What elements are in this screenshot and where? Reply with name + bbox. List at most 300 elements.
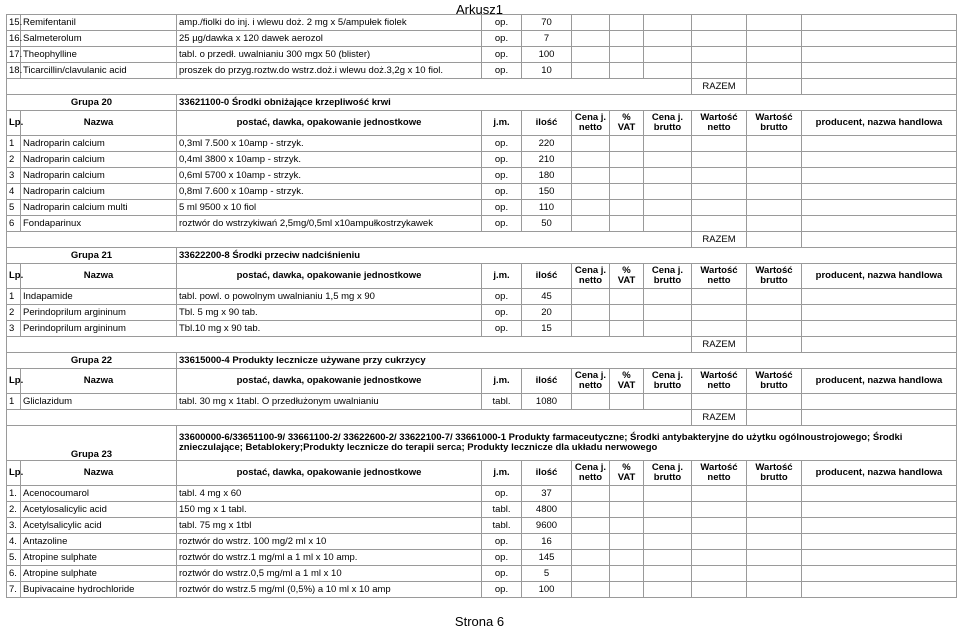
cell-wartosc-brutto[interactable] (747, 534, 802, 550)
cell-wartosc-netto[interactable] (692, 31, 747, 47)
cell-producent[interactable] (802, 152, 957, 168)
cell-cena-netto[interactable] (572, 184, 610, 200)
razem-netto-value[interactable] (747, 337, 802, 353)
cell-cena-netto[interactable] (572, 394, 610, 410)
cell-ilosc[interactable]: 150 (522, 184, 572, 200)
cell-postac[interactable]: Tbl.10 mg x 90 tab. (177, 321, 482, 337)
cell-wartosc-netto[interactable] (692, 486, 747, 502)
header-lp[interactable]: Lp. (7, 111, 21, 136)
cell-wartosc-brutto[interactable] (747, 518, 802, 534)
cell-ilosc[interactable]: 220 (522, 136, 572, 152)
cell-cena-netto[interactable] (572, 486, 610, 502)
cell-wartosc-netto[interactable] (692, 47, 747, 63)
group-label[interactable]: Grupa 23 (7, 426, 177, 461)
cell-nazwa[interactable]: Antazoline (21, 534, 177, 550)
cell-jm[interactable]: op. (482, 321, 522, 337)
header-ilosc[interactable]: ilość (522, 461, 572, 486)
cell-nazwa[interactable]: Atropine sulphate (21, 566, 177, 582)
cell-nazwa[interactable]: Indapamide (21, 289, 177, 305)
cell-vat[interactable] (610, 394, 644, 410)
cell-ilosc[interactable]: 45 (522, 289, 572, 305)
header-cena-netto[interactable] (572, 369, 610, 394)
cell-producent[interactable] (802, 534, 957, 550)
cell-postac[interactable]: Tbl. 5 mg x 90 tab. (177, 305, 482, 321)
cell-postac[interactable]: tabl. 75 mg x 1tbl (177, 518, 482, 534)
cell-cena-netto[interactable] (572, 289, 610, 305)
cell-wartosc-netto[interactable] (692, 502, 747, 518)
cell-jm[interactable]: op. (482, 582, 522, 598)
cell-cena-netto[interactable] (572, 136, 610, 152)
cell-nazwa[interactable]: Acetylsalicylic acid (21, 518, 177, 534)
spacer-cell[interactable] (7, 410, 692, 426)
razem-label[interactable]: RAZEM (692, 232, 747, 248)
cell-cena-netto[interactable] (572, 63, 610, 79)
cell-vat[interactable] (610, 136, 644, 152)
cell-nazwa[interactable]: Nadroparin calcium (21, 168, 177, 184)
cell-producent[interactable] (802, 168, 957, 184)
cell-wartosc-brutto[interactable] (747, 152, 802, 168)
header-nazwa[interactable]: Nazwa (21, 264, 177, 289)
cell-ilosc[interactable]: 180 (522, 168, 572, 184)
cell-postac[interactable]: proszek do przyg.roztw.do wstrz.doż.i wlewu doż.3,2g x 10 fiol. (177, 63, 482, 79)
header-postac[interactable]: postać, dawka, opakowanie jednostkowe (177, 264, 482, 289)
cell-lp[interactable]: 4 (7, 184, 21, 200)
header-wartosc-brutto[interactable] (747, 111, 802, 136)
cell-jm[interactable]: op. (482, 200, 522, 216)
cell-vat[interactable] (610, 502, 644, 518)
cell-ilosc[interactable]: 145 (522, 550, 572, 566)
cell-producent[interactable] (802, 31, 957, 47)
cell-vat[interactable] (610, 534, 644, 550)
cell-vat[interactable] (610, 486, 644, 502)
cell-wartosc-netto[interactable] (692, 289, 747, 305)
cell-postac[interactable]: tabl. o przedł. uwalnianiu 300 mgx 50 (blister) (177, 47, 482, 63)
cell-cena-brutto[interactable] (644, 582, 692, 598)
cell-lp[interactable]: 1 (7, 394, 21, 410)
group-label[interactable]: Grupa 20 (7, 95, 177, 111)
cell-cena-brutto[interactable] (644, 394, 692, 410)
cell-producent[interactable] (802, 502, 957, 518)
header-wartosc-brutto[interactable] (747, 461, 802, 486)
cell-cena-brutto[interactable] (644, 47, 692, 63)
cell-ilosc[interactable]: 4800 (522, 502, 572, 518)
cell-vat[interactable] (610, 184, 644, 200)
cell-cena-netto[interactable] (572, 534, 610, 550)
cell-nazwa[interactable]: Gliclazidum (21, 394, 177, 410)
cell-producent[interactable] (802, 486, 957, 502)
cell-jm[interactable]: op. (482, 566, 522, 582)
cell-nazwa[interactable]: Nadroparin calcium (21, 152, 177, 168)
group-cpv-code[interactable]: 33600000-6/33651100-9/ 33661100-2/ 33622600-2/ 33622100-7/ 33661000-1 Produkty farmaceutyczne; Środki antybakteryjne do użytku ogólnoustrojowego; Środki znieczulające; Betablokery;Produkty lecznicze do terapii serca; Produkty lecznicze dla układu nerwowego (177, 426, 957, 461)
cell-ilosc[interactable]: 110 (522, 200, 572, 216)
cell-nazwa[interactable]: Acetylosalicylic acid (21, 502, 177, 518)
cell-nazwa[interactable]: Fondaparinux (21, 216, 177, 232)
cell-cena-brutto[interactable] (644, 200, 692, 216)
cell-cena-netto[interactable] (572, 15, 610, 31)
spacer-cell[interactable] (7, 79, 692, 95)
cell-producent[interactable] (802, 394, 957, 410)
header-jm[interactable]: j.m. (482, 264, 522, 289)
cell-ilosc[interactable]: 1080 (522, 394, 572, 410)
cell-ilosc[interactable]: 210 (522, 152, 572, 168)
header-postac[interactable]: postać, dawka, opakowanie jednostkowe (177, 111, 482, 136)
cell-vat[interactable] (610, 518, 644, 534)
cell-postac[interactable]: 25 µg/dawka x 120 dawek aerozol (177, 31, 482, 47)
header-wartosc-brutto[interactable] (747, 264, 802, 289)
header-postac[interactable]: postać, dawka, opakowanie jednostkowe (177, 369, 482, 394)
header-cena-brutto[interactable] (644, 264, 692, 289)
cell-cena-brutto[interactable] (644, 15, 692, 31)
cell-lp[interactable]: 18. (7, 63, 21, 79)
cell-postac[interactable]: roztwór do wstrz.0,5 mg/ml a 1 ml x 10 (177, 566, 482, 582)
header-jm[interactable]: j.m. (482, 461, 522, 486)
header-cena-netto[interactable] (572, 111, 610, 136)
cell-wartosc-brutto[interactable] (747, 168, 802, 184)
cell-wartosc-netto[interactable] (692, 152, 747, 168)
cell-ilosc[interactable]: 50 (522, 216, 572, 232)
cell-nazwa[interactable]: Bupivacaine hydrochloride (21, 582, 177, 598)
cell-nazwa[interactable]: Salmeterolum (21, 31, 177, 47)
header-jm[interactable]: j.m. (482, 369, 522, 394)
cell-producent[interactable] (802, 289, 957, 305)
cell-jm[interactable]: op. (482, 184, 522, 200)
cell-cena-netto[interactable] (572, 152, 610, 168)
cell-wartosc-brutto[interactable] (747, 216, 802, 232)
header-cena-brutto[interactable] (644, 461, 692, 486)
cell-wartosc-brutto[interactable] (747, 321, 802, 337)
cell-vat[interactable] (610, 566, 644, 582)
header-producent[interactable]: producent, nazwa handlowa (802, 264, 957, 289)
cell-cena-brutto[interactable] (644, 168, 692, 184)
cell-ilosc[interactable]: 70 (522, 15, 572, 31)
header-ilosc[interactable]: ilość (522, 264, 572, 289)
cell-cena-netto[interactable] (572, 566, 610, 582)
cell-lp[interactable]: 3 (7, 168, 21, 184)
cell-cena-netto[interactable] (572, 502, 610, 518)
cell-cena-netto[interactable] (572, 550, 610, 566)
cell-jm[interactable]: op. (482, 63, 522, 79)
cell-jm[interactable]: op. (482, 47, 522, 63)
cell-cena-netto[interactable] (572, 305, 610, 321)
cell-wartosc-netto[interactable] (692, 305, 747, 321)
cell-lp[interactable]: 4. (7, 534, 21, 550)
header-nazwa[interactable]: Nazwa (21, 461, 177, 486)
cell-ilosc[interactable]: 100 (522, 47, 572, 63)
header-lp[interactable]: Lp. (7, 264, 21, 289)
header-lp[interactable]: Lp. (7, 369, 21, 394)
cell-wartosc-brutto[interactable] (747, 200, 802, 216)
cell-nazwa[interactable]: Nadroparin calcium (21, 184, 177, 200)
header-ilosc[interactable]: ilość (522, 369, 572, 394)
header-wartosc-netto[interactable] (692, 369, 747, 394)
group-cpv-code[interactable]: 33621100-0 Środki obniżające krzepliwość krwi (177, 95, 957, 111)
cell-cena-brutto[interactable] (644, 534, 692, 550)
cell-cena-brutto[interactable] (644, 31, 692, 47)
cell-lp[interactable]: 1. (7, 486, 21, 502)
cell-cena-netto[interactable] (572, 200, 610, 216)
group-cpv-code[interactable]: 33615000-4 Produkty lecznicze używane przy cukrzycy (177, 353, 957, 369)
header-cena-netto[interactable] (572, 461, 610, 486)
cell-cena-brutto[interactable] (644, 502, 692, 518)
cell-lp[interactable]: 15. (7, 15, 21, 31)
header-producent[interactable]: producent, nazwa handlowa (802, 461, 957, 486)
cell-wartosc-brutto[interactable] (747, 305, 802, 321)
cell-producent[interactable] (802, 200, 957, 216)
cell-wartosc-brutto[interactable] (747, 550, 802, 566)
cell-postac[interactable]: tabl. 4 mg x 60 (177, 486, 482, 502)
cell-wartosc-brutto[interactable] (747, 502, 802, 518)
cell-jm[interactable]: op. (482, 534, 522, 550)
cell-wartosc-brutto[interactable] (747, 582, 802, 598)
group-label[interactable]: Grupa 22 (7, 353, 177, 369)
cell-wartosc-brutto[interactable] (747, 394, 802, 410)
cell-cena-netto[interactable] (572, 321, 610, 337)
razem-netto-value[interactable] (747, 410, 802, 426)
cell-lp[interactable]: 2 (7, 305, 21, 321)
header-producent[interactable]: producent, nazwa handlowa (802, 369, 957, 394)
cell-jm[interactable]: tabl. (482, 394, 522, 410)
cell-producent[interactable] (802, 582, 957, 598)
razem-netto-value[interactable] (747, 79, 802, 95)
column-header-row (7, 369, 957, 394)
cell-postac[interactable]: 0,3ml 7.500 x 10amp - strzyk. (177, 136, 482, 152)
cell-ilosc[interactable]: 20 (522, 305, 572, 321)
cell-nazwa[interactable]: Perindoprilum argininum (21, 305, 177, 321)
spacer-cell[interactable] (7, 337, 692, 353)
cell-vat[interactable] (610, 305, 644, 321)
cell-postac[interactable]: roztwór do wstrzykiwań 2,5mg/0,5ml x10ampułkostrzykawek (177, 216, 482, 232)
cell-lp[interactable]: 6 (7, 216, 21, 232)
cell-wartosc-brutto[interactable] (747, 63, 802, 79)
cell-nazwa[interactable]: Nadroparin calcium (21, 136, 177, 152)
cell-postac[interactable]: amp./fiolki do inj. i wlewu doż. 2 mg x 5/ampułek fiolek (177, 15, 482, 31)
cell-ilosc[interactable]: 5 (522, 566, 572, 582)
cell-wartosc-brutto[interactable] (747, 486, 802, 502)
cell-postac[interactable]: tabl. powl. o powolnym uwalnianiu 1,5 mg x 90 (177, 289, 482, 305)
cell-postac[interactable]: tabl. 30 mg x 1tabl. O przedłużonym uwalnianiu (177, 394, 482, 410)
cell-lp[interactable]: 3 (7, 321, 21, 337)
cell-jm[interactable]: op. (482, 305, 522, 321)
cell-ilosc[interactable]: 16 (522, 534, 572, 550)
cell-producent[interactable] (802, 305, 957, 321)
cell-wartosc-brutto[interactable] (747, 47, 802, 63)
cell-producent[interactable] (802, 47, 957, 63)
cell-wartosc-netto[interactable] (692, 168, 747, 184)
cell-jm[interactable]: tabl. (482, 518, 522, 534)
cell-cena-brutto[interactable] (644, 184, 692, 200)
cell-producent[interactable] (802, 550, 957, 566)
cell-nazwa[interactable]: Acenocoumarol (21, 486, 177, 502)
cell-wartosc-netto[interactable] (692, 321, 747, 337)
cell-producent[interactable] (802, 184, 957, 200)
header-nazwa[interactable]: Nazwa (21, 369, 177, 394)
group-label[interactable]: Grupa 21 (7, 248, 177, 264)
cell-nazwa[interactable]: Theophylline (21, 47, 177, 63)
razem-brutto-value[interactable] (802, 79, 957, 95)
cell-jm[interactable]: op. (482, 136, 522, 152)
header-cena-brutto[interactable] (644, 369, 692, 394)
cell-lp[interactable]: 2 (7, 152, 21, 168)
cell-cena-brutto[interactable] (644, 216, 692, 232)
cell-ilosc[interactable]: 9600 (522, 518, 572, 534)
cell-jm[interactable]: op. (482, 31, 522, 47)
cell-producent[interactable] (802, 63, 957, 79)
cell-wartosc-brutto[interactable] (747, 136, 802, 152)
header-cena-brutto[interactable] (644, 111, 692, 136)
cell-wartosc-brutto[interactable] (747, 566, 802, 582)
cell-wartosc-brutto[interactable] (747, 31, 802, 47)
cell-jm[interactable]: op. (482, 550, 522, 566)
group-cpv-code[interactable]: 33622200-8 Środki przeciw nadciśnieniu (177, 248, 957, 264)
cell-wartosc-netto[interactable] (692, 582, 747, 598)
spacer-cell[interactable] (7, 232, 692, 248)
cell-lp[interactable]: 16. (7, 31, 21, 47)
header-wartosc-netto[interactable] (692, 264, 747, 289)
cell-lp[interactable]: 6. (7, 566, 21, 582)
header-vat[interactable] (610, 369, 644, 394)
header-lp[interactable]: Lp. (7, 461, 21, 486)
cell-jm[interactable]: op. (482, 486, 522, 502)
cell-postac[interactable]: roztwór do wstrz. 100 mg/2 ml x 10 (177, 534, 482, 550)
cell-ilosc[interactable]: 10 (522, 63, 572, 79)
cell-producent[interactable] (802, 321, 957, 337)
header-wartosc-brutto[interactable] (747, 369, 802, 394)
cell-lp[interactable]: 3. (7, 518, 21, 534)
cell-cena-brutto[interactable] (644, 566, 692, 582)
cell-postac[interactable]: roztwór do wstrz.5 mg/ml (0,5%) a 10 ml x 10 amp (177, 582, 482, 598)
cell-wartosc-brutto[interactable] (747, 184, 802, 200)
cell-jm[interactable]: op. (482, 152, 522, 168)
cell-wartosc-netto[interactable] (692, 63, 747, 79)
cell-vat[interactable] (610, 550, 644, 566)
razem-brutto-value[interactable] (802, 337, 957, 353)
cell-postac[interactable]: 150 mg x 1 tabl. (177, 502, 482, 518)
cell-postac[interactable]: 0,4ml 3800 x 10amp - strzyk. (177, 152, 482, 168)
cell-cena-brutto[interactable] (644, 289, 692, 305)
cell-wartosc-netto[interactable] (692, 550, 747, 566)
header-cena-netto[interactable] (572, 264, 610, 289)
cell-cena-netto[interactable] (572, 518, 610, 534)
cell-producent[interactable] (802, 566, 957, 582)
cell-vat[interactable] (610, 321, 644, 337)
cell-jm[interactable]: tabl. (482, 502, 522, 518)
cell-jm[interactable]: op. (482, 168, 522, 184)
cell-vat[interactable] (610, 200, 644, 216)
cell-vat[interactable] (610, 216, 644, 232)
cell-lp[interactable]: 5. (7, 550, 21, 566)
cell-ilosc[interactable]: 100 (522, 582, 572, 598)
cell-vat[interactable] (610, 47, 644, 63)
cell-cena-brutto[interactable] (644, 305, 692, 321)
cell-cena-brutto[interactable] (644, 152, 692, 168)
cell-cena-brutto[interactable] (644, 136, 692, 152)
header-vat[interactable] (610, 264, 644, 289)
cell-cena-brutto[interactable] (644, 63, 692, 79)
cell-producent[interactable] (802, 216, 957, 232)
cell-producent[interactable] (802, 518, 957, 534)
cell-vat[interactable] (610, 31, 644, 47)
razem-netto-value[interactable] (747, 232, 802, 248)
cell-wartosc-netto[interactable] (692, 566, 747, 582)
cell-wartosc-netto[interactable] (692, 394, 747, 410)
cell-wartosc-netto[interactable] (692, 136, 747, 152)
cell-wartosc-brutto[interactable] (747, 15, 802, 31)
cell-nazwa[interactable]: Atropine sulphate (21, 550, 177, 566)
razem-label[interactable]: RAZEM (692, 337, 747, 353)
razem-brutto-value[interactable] (802, 232, 957, 248)
cell-ilosc[interactable]: 37 (522, 486, 572, 502)
cell-vat[interactable] (610, 152, 644, 168)
cell-wartosc-netto[interactable] (692, 216, 747, 232)
cell-cena-brutto[interactable] (644, 550, 692, 566)
cell-wartosc-netto[interactable] (692, 15, 747, 31)
cell-vat[interactable] (610, 63, 644, 79)
cell-vat[interactable] (610, 168, 644, 184)
cell-postac[interactable]: 0,8ml 7.600 x 10amp - strzyk. (177, 184, 482, 200)
cell-producent[interactable] (802, 136, 957, 152)
cell-nazwa[interactable]: Perindoprilum argininum (21, 321, 177, 337)
header-nazwa[interactable]: Nazwa (21, 111, 177, 136)
header-wartosc-netto[interactable] (692, 111, 747, 136)
cell-cena-brutto[interactable] (644, 518, 692, 534)
cell-jm[interactable]: op. (482, 216, 522, 232)
cell-nazwa[interactable]: Remifentanil (21, 15, 177, 31)
cell-postac[interactable]: roztwór do wstrz.1 mg/ml a 1 ml x 10 amp. (177, 550, 482, 566)
cell-wartosc-netto[interactable] (692, 200, 747, 216)
razem-brutto-value[interactable] (802, 410, 957, 426)
cell-jm[interactable]: op. (482, 15, 522, 31)
cell-cena-netto[interactable] (572, 168, 610, 184)
cell-cena-netto[interactable] (572, 216, 610, 232)
cell-vat[interactable] (610, 582, 644, 598)
cell-producent[interactable] (802, 15, 957, 31)
cell-ilosc[interactable]: 15 (522, 321, 572, 337)
razem-label[interactable]: RAZEM (692, 79, 747, 95)
razem-label[interactable]: RAZEM (692, 410, 747, 426)
cell-lp[interactable]: 1 (7, 289, 21, 305)
cell-lp[interactable]: 5 (7, 200, 21, 216)
cell-cena-brutto[interactable] (644, 486, 692, 502)
cell-ilosc[interactable]: 7 (522, 31, 572, 47)
header-postac[interactable]: postać, dawka, opakowanie jednostkowe (177, 461, 482, 486)
cell-vat[interactable] (610, 289, 644, 305)
cell-wartosc-brutto[interactable] (747, 289, 802, 305)
cell-nazwa[interactable]: Ticarcillin/clavulanic acid (21, 63, 177, 79)
header-vat[interactable] (610, 111, 644, 136)
header-jm[interactable]: j.m. (482, 111, 522, 136)
cell-postac[interactable]: 5 ml 9500 x 10 fiol (177, 200, 482, 216)
cell-cena-netto[interactable] (572, 582, 610, 598)
cell-vat[interactable] (610, 15, 644, 31)
header-wartosc-netto[interactable] (692, 461, 747, 486)
cell-nazwa[interactable]: Nadroparin calcium multi (21, 200, 177, 216)
cell-cena-netto[interactable] (572, 31, 610, 47)
header-producent[interactable]: producent, nazwa handlowa (802, 111, 957, 136)
cell-wartosc-netto[interactable] (692, 534, 747, 550)
cell-wartosc-netto[interactable] (692, 518, 747, 534)
cell-lp[interactable]: 7. (7, 582, 21, 598)
cell-postac[interactable]: 0,6ml 5700 x 10amp - strzyk. (177, 168, 482, 184)
header-vat[interactable] (610, 461, 644, 486)
header-ilosc[interactable]: ilość (522, 111, 572, 136)
cell-cena-netto[interactable] (572, 47, 610, 63)
cell-lp[interactable]: 17. (7, 47, 21, 63)
cell-lp[interactable]: 1 (7, 136, 21, 152)
cell-lp[interactable]: 2. (7, 502, 21, 518)
cell-wartosc-netto[interactable] (692, 184, 747, 200)
cell-jm[interactable]: op. (482, 289, 522, 305)
cell-cena-brutto[interactable] (644, 321, 692, 337)
